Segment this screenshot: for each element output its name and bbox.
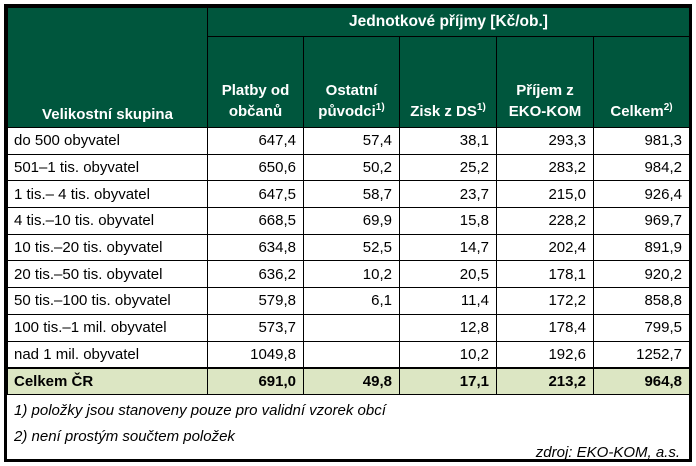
cell-value: 10,2 (304, 261, 400, 288)
table-row (8, 234, 690, 261)
cell-value: 293,3 (497, 128, 594, 155)
cell-value: 50,2 (304, 154, 400, 181)
column-header-text: Ostatní původci (318, 81, 378, 121)
cell-value: 52,5 (304, 234, 400, 261)
cell-value: 12,8 (400, 314, 497, 341)
column-header-text: Zisk z DS (410, 103, 477, 121)
income-table-frame (4, 4, 692, 462)
cell-value: 634,8 (208, 234, 304, 261)
row-label: do 500 obyvatel (8, 128, 208, 155)
cell-value: 1049,8 (208, 341, 304, 368)
cell-value: 14,7 (400, 234, 497, 261)
cell-value: 636,2 (208, 261, 304, 288)
cell-value: 23,7 (400, 181, 497, 208)
cell-value: 920,2 (594, 261, 690, 288)
row-label: nad 1 mil. obyvatel (8, 341, 208, 368)
cell-value: 58,7 (304, 181, 400, 208)
table-row (8, 181, 690, 208)
row-label: 100 tis.–1 mil. obyvatel (8, 314, 208, 341)
cell-value: 172,2 (497, 288, 594, 315)
cell-value: 192,6 (497, 341, 594, 368)
cell-value: 178,4 (497, 314, 594, 341)
footnote-2: 2) není prostým součtem položek (14, 427, 235, 445)
row-label: 4 tis.–10 tis. obyvatel (8, 208, 208, 235)
cell-value: 215,0 (497, 181, 594, 208)
cell-value: 38,1 (400, 128, 497, 155)
cell-value: 647,5 (208, 181, 304, 208)
column-header-ostatni (304, 37, 400, 128)
cell-value: 969,7 (594, 208, 690, 235)
row-label: 1 tis.– 4 tis. obyvatel (8, 181, 208, 208)
column-header-celkem (594, 37, 690, 128)
column-header-text: Příjem z EKO-KOM (508, 81, 582, 121)
cell-value: 668,5 (208, 208, 304, 235)
column-header-sup: 1) (375, 102, 385, 114)
table-row (8, 288, 690, 315)
cell-value (304, 314, 400, 341)
cell-value: 650,6 (208, 154, 304, 181)
cell-value: 283,2 (497, 154, 594, 181)
row-header-label: Velikostní skupina (8, 8, 208, 128)
cell-value: 573,7 (208, 314, 304, 341)
cell-value: 858,8 (594, 288, 690, 315)
total-cell-value: 17,1 (400, 368, 497, 395)
cell-value: 202,4 (497, 234, 594, 261)
cell-value: 891,9 (594, 234, 690, 261)
table-title: Jednotkové příjmy [Kč/ob.] (208, 8, 690, 37)
cell-value: 6,1 (304, 288, 400, 315)
column-header-sup: 1) (476, 102, 486, 114)
column-header-ekokom (497, 37, 594, 128)
table-row (8, 314, 690, 341)
total-cell-value: 49,8 (304, 368, 400, 395)
row-label: 50 tis.–100 tis. obyvatel (8, 288, 208, 315)
cell-value (304, 341, 400, 368)
table-row (8, 128, 690, 155)
cell-value: 25,2 (400, 154, 497, 181)
footnote-1: 1) položky jsou stanoveny pouze pro validní vzorek obcí (14, 401, 386, 419)
table-row (8, 208, 690, 235)
total-cell-value: 691,0 (208, 368, 304, 395)
cell-value: 69,9 (304, 208, 400, 235)
column-header-zisk (400, 37, 497, 128)
cell-value: 11,4 (400, 288, 497, 315)
cell-value: 10,2 (400, 341, 497, 368)
row-label: 501–1 tis. obyvatel (8, 154, 208, 181)
footnotes-area (7, 395, 689, 466)
source-credit: zdroj: EKO-KOM, a.s. (535, 443, 680, 461)
total-cell-value: 964,8 (594, 368, 690, 395)
total-row-label: Celkem ČR (8, 368, 208, 395)
cell-value: 178,1 (497, 261, 594, 288)
column-header-platby (208, 37, 304, 128)
row-label: 20 tis.–50 tis. obyvatel (8, 261, 208, 288)
cell-value: 57,4 (304, 128, 400, 155)
table-row (8, 154, 690, 181)
cell-value: 579,8 (208, 288, 304, 315)
cell-value: 981,3 (594, 128, 690, 155)
total-cell-value: 213,2 (497, 368, 594, 395)
row-label: 10 tis.–20 tis. obyvatel (8, 234, 208, 261)
cell-value: 15,8 (400, 208, 497, 235)
cell-value: 228,2 (497, 208, 594, 235)
cell-value: 799,5 (594, 314, 690, 341)
cell-value: 1252,7 (594, 341, 690, 368)
column-header-text: Celkem (610, 103, 664, 121)
cell-value: 984,2 (594, 154, 690, 181)
unit-income-table (7, 7, 690, 395)
total-row (8, 368, 690, 395)
group-header-row (8, 8, 690, 37)
column-header-sup: 2) (663, 102, 673, 114)
cell-value: 647,4 (208, 128, 304, 155)
table-row (8, 341, 690, 368)
column-header-text: Platby od občanů (221, 81, 290, 121)
cell-value: 20,5 (400, 261, 497, 288)
cell-value: 926,4 (594, 181, 690, 208)
table-row (8, 261, 690, 288)
